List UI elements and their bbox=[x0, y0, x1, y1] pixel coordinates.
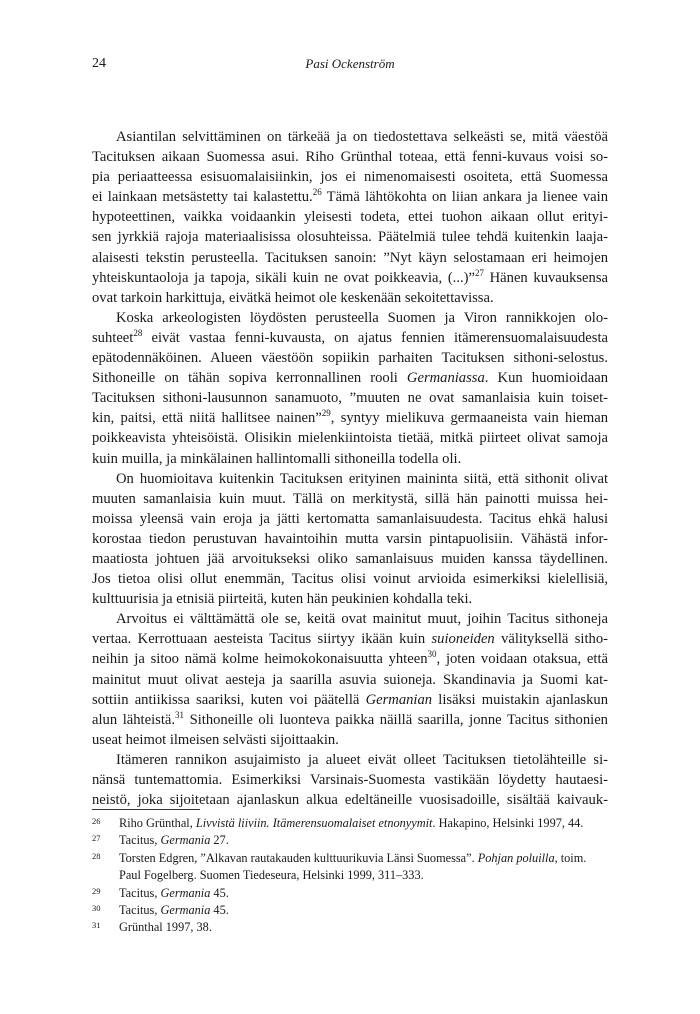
footnote-text: Grünthal 1997, 38. bbox=[119, 920, 212, 935]
body-line: alaisesti tekstin perusteella. Tacituksen sanoin: ”Nyt käyn selostamaan eri heimojen bbox=[92, 249, 608, 266]
footnote-31 bbox=[92, 919, 608, 936]
body-line: Jos tietoa olisi ollut enemmän, Tacitus olisi voinut arvioida esimerkiksi kielellisiä, bbox=[92, 571, 608, 588]
body-line: Koska arkeologisten löydösten perusteella Suomen ja Viron rannikkojen olo- bbox=[116, 309, 608, 326]
body-line: mainitut muut olivat aesteja ja saarilla asuvia suioneja. Skandinavia ja Suomi kat- bbox=[92, 671, 608, 688]
body-text bbox=[92, 127, 608, 810]
body-line: maatiosta johtuen jää arvoitukseksi oliko samanlaisuus muiden kanssa täydellinen. bbox=[92, 550, 608, 567]
footnote-28 bbox=[92, 850, 608, 885]
footnote-number: 28 bbox=[92, 850, 101, 861]
footnote-number: 29 bbox=[92, 885, 101, 896]
body-line: muuten samanlaisia kuin muut. Tällä on merkitystä, sillä hän painotti muissa hei- bbox=[92, 490, 608, 507]
body-line: neihin ja sitoo nämä kolme heimokokonaisuutta yhteen$^{30}$, joten voidaan otaksua, että bbox=[92, 649, 608, 668]
footnote-text: Torsten Edgren, ”Alkavan rautakauden kulttuurikuvia Länsi Suomessa”. Pohjan poluilla, toim. Paul Fogelberg. Suomen Tiedeseura, Helsinki 1999, 311–333. bbox=[119, 850, 587, 883]
body-line: sen jyrkkiä rajoja materiaalisissa olosuhteissa. Päätelmiä tulee tehdä kuitenkin laaja- bbox=[92, 229, 608, 246]
footnote-text: Tacitus, Germania 45. bbox=[119, 903, 229, 918]
body-line: Asiantilan selvittäminen on tärkeää ja on tiedostettava selkeästi se, mitä väestöä bbox=[116, 129, 608, 145]
body-line: Sithoneille on tähän sopiva kerronnallinen rooli Germaniassa. Kun huomioidaan bbox=[92, 370, 608, 387]
body-line: vertaa. Kerrottuaan aesteista Tacitus siirtyy ikään kuin suioneiden välityksellä sitho- bbox=[92, 631, 608, 648]
body-line: ei lainkaan metsästetty tai kalastettu.$^{26}$ Tämä lähtökohta on liian ankara ja lienee vain bbox=[92, 187, 608, 206]
body-line: epätodennäköinen. Alueen väestöön sopiikin parhaiten Tacituksen sithoni-selostus. bbox=[92, 350, 608, 367]
body-line: yhteiskuntaoloja ja tapoja, sikäli kuin ne ovat poikkeavia, (...)”$^{27}$ Hänen kuvauksensa bbox=[92, 267, 608, 286]
body-line: moissa yleensä vain eroja ja jätti kertomatta samanlaisuudesta. Tacitus ehkä halusi bbox=[92, 510, 608, 527]
footnote-number: 30 bbox=[92, 903, 101, 914]
body-line: useat heimot ilmeisen selvästi sijoittaakin. bbox=[92, 731, 339, 748]
footnote-number: 31 bbox=[92, 920, 101, 931]
body-line: korostaa tiedon perustuvan havaintoihin mutta varsin pintapuolisiin. Vähästä infor- bbox=[92, 530, 608, 547]
body-line: On huomioitava kuitenkin Tacituksen erityinen maininta siitä, että sithonit olivat bbox=[116, 470, 608, 487]
body-line: nänsä tuntemattomia. Esimerkiksi Varsinais-Suomesta vastikään löydetty hautaesi- bbox=[92, 772, 608, 788]
footnote-text: Tacitus, Germania 45. bbox=[119, 885, 229, 900]
body-line: neistö, joka sijoitetaan ajanlaskun alkua edeltäneille vuosisadoille, sisältää kaivauk- bbox=[92, 792, 608, 809]
footnote-separator bbox=[92, 809, 200, 810]
body-line: alun lähteistä.$^{31}$ Sithoneille oli luonteva paikka näillä saarilla, jonne Tacitus sithonien bbox=[92, 709, 608, 728]
footnotes bbox=[92, 815, 608, 937]
page-header bbox=[92, 56, 608, 72]
body-line: sottiin antiikissa saariksi, kuten voi päätellä Germanian lisäksi muistakin ajanlaskun bbox=[92, 691, 608, 708]
footnote-text: Riho Grünthal, Livvistä liiviin. Itämerensuomalaiset etnonyymit. Hakapino, Helsinki 1997, 44. bbox=[119, 816, 584, 830]
body-line: kulttuurisia ja etnisiä piirteitä, kuten hän peukinien kohdalla teki. bbox=[92, 591, 473, 608]
body-line: Tacituksen sithoni-lausunnon sanamuoto, ”muuten ne ovat samanlaisia kuin toiset- bbox=[92, 390, 608, 407]
body-line: suhteet$^{28}$ eivät vastaa fenni-kuvausta, on ajatus fennien itämerensuomalaisuudesta bbox=[92, 327, 608, 346]
footnote-text: Tacitus, Germania 27. bbox=[119, 833, 229, 848]
page-number: 24 bbox=[92, 56, 106, 71]
footnote-30 bbox=[92, 902, 608, 919]
body-line: Itämeren rannikon asujaimisto ja alueet eivät olleet Tacituksen tietolähteille si- bbox=[116, 751, 608, 768]
body-line: poikkeavista yhteisöistä. Olisikin mielenkiintoista tietää, mitkä piirteet olivat samoja bbox=[92, 430, 608, 447]
running-head-author: Pasi Ockenström bbox=[305, 56, 395, 71]
footnote-27 bbox=[92, 832, 608, 849]
body-line: hypoteettinen, vaikka voidaankin yleisesti todeta, ettei tuohon aikaan ollut erityi- bbox=[92, 209, 608, 226]
body-line: kin, paitsi, että niitä hallitsee nainen”$^{29}$, syntyy mielikuva germaaneista vain hieman bbox=[92, 408, 609, 427]
footnote-29 bbox=[92, 885, 608, 902]
footnote-number: 27 bbox=[92, 833, 101, 844]
footnote-number: 26 bbox=[92, 816, 101, 826]
footnote-26 bbox=[92, 815, 608, 832]
body-line: pia periaatteessa esisuomalaisiinkin, jos ei nimenomaisesti osoiteta, että Suomessa bbox=[92, 169, 608, 186]
body-line: ovat tarkoin harkittuja, eivätkä heimot ole keskenään sekoitettavissa. bbox=[92, 289, 494, 306]
body-line: Arvoitus ei välttämättä ole se, keitä ovat mainitut muut, joihin Tacitus sithoneja bbox=[116, 611, 608, 628]
body-line: Tacituksen aikaan Suomessa asui. Riho Grünthal toteaa, että fenni-kuvaus voisi so- bbox=[92, 149, 608, 166]
body-line: kuin muilla, ja minkälainen hallintomalli sithoneilla todella oli. bbox=[92, 450, 462, 467]
